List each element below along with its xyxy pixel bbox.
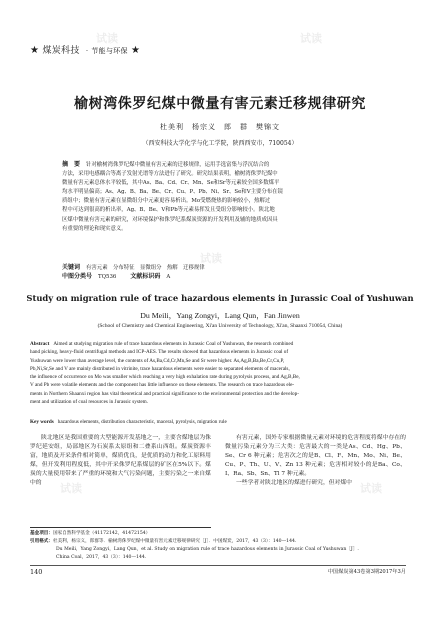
keywords-label: 关键词 — [62, 264, 81, 271]
article-title: 榆树湾侏罗纪煤中微量有害元素迁移规律研究 — [74, 96, 366, 112]
journal-name: 煤炭科技 — [42, 46, 80, 56]
abstract-line: 均水平明显偏高；As、Ag、B、Ba、Be、Cr、Cu、P、Pb、Ni、Sr、Se和V主要分布在镜 — [62, 189, 283, 196]
body-line: 度将煤中存在的微量污染元素分为三大类：危害最 — [225, 435, 406, 451]
english-abstract-line: hand picking, heavy-fluid centrifugal methods and ICP-AES. The results showed that hazardous elements in Jurassic coal of — [30, 349, 289, 356]
english-abstract-line: ments in Northern Shaanxi region has vital theoretical and practical significance to the environmental protection and the develop- — [30, 390, 299, 397]
body-line: 煤层的矿区在5%以下。煤炭的大量使用带来了严重 — [30, 462, 211, 478]
body-line: 陕北地区是我国重要的大型能源开发基地之一， — [41, 435, 165, 441]
english-abstract — [30, 340, 406, 406]
abstract-line: 有重要的理论和现实意义。 — [62, 225, 127, 232]
abstract-line: 质组中；微量有害元素在显微组分中元素更容易析出。Mo受燃烧热的影响较小，热解过 — [62, 198, 271, 205]
abstract — [62, 160, 390, 234]
section-header — [30, 43, 140, 56]
footnote-citation-en — [30, 546, 406, 553]
footnote-label: 基金项目： — [30, 531, 53, 536]
affiliation: （西安科技大学化学与化工学院，陕西西安市，710054） — [142, 140, 298, 147]
clc-label: 中图分类号 — [62, 273, 93, 280]
body-line: Ba、Co、I、Ra、Sb、Sn、Tl 7 种元素。 — [225, 462, 406, 478]
english-keywords-label: Key words — [30, 419, 54, 425]
abstract-line: 针对榆树湾侏罗纪煤中微量有害元素的迁移规律，运用手选富集与浮沉结合的 — [86, 162, 270, 168]
english-affiliation: (School of Chemistry and Chemical Engineering, Xi'an University of Technology, Xi'an, Shaanxi 710054, China) — [97, 323, 343, 329]
watermark: 试读 — [300, 32, 322, 45]
authors: 杜美利 杨宗义 郎 群 樊锦文 — [160, 123, 280, 131]
english-authors: Du Meili，Yang Zongyi，Lang Qun，Fan Jinwen — [140, 311, 300, 320]
page-number: 140 — [30, 568, 43, 576]
english-abstract-line: Aimed at studying migration rule of trace hazardous elements in Jurassic Coal of Yushuwan, the research combined — [53, 341, 294, 347]
body-column-left — [30, 434, 211, 489]
watermark: 试读 — [96, 32, 118, 45]
footnote-citation-en-2 — [30, 554, 406, 561]
body-line: 有害元素，国外专家根据微量元素对环境的危害程 — [236, 435, 365, 441]
body-line: 大的一类是As、Cd、Hg、Pb、Se、Cr 6 种元素； — [225, 444, 406, 460]
footer-divider — [30, 565, 406, 566]
body-line: P、Th、U、V、Zn 13 种元素；危害相对较小的是 — [239, 462, 378, 469]
star-icon: ★ — [30, 45, 40, 56]
english-abstract-line: Yushuwan were lower than average level, the contents of As,Ba,Cd,Cr,Mn,Se and Sr were higher. As,Ag,B,Ba,Be,Cr,Cu,P, — [30, 357, 285, 364]
watermark: 试读 — [60, 482, 82, 495]
footnote-citation — [30, 538, 406, 545]
doc-code-label: 文献标识码 — [130, 273, 161, 280]
footnote-text: 国家自然科学基金（41172142，41472154） — [52, 531, 151, 536]
star-icon: ★ — [131, 45, 141, 56]
footnote-funding — [30, 530, 406, 537]
journal-issue: 中国煤炭第43卷第3期2017年3月 — [327, 569, 406, 575]
doc-code-value: A — [166, 274, 171, 280]
footnote-text: Du Meili，Yang Zongyi，Lang Qun，et al. Study on migration rule of trace hazardous elements in Jurassic Coal of Yushuwan［J］. — [56, 547, 359, 552]
body-line: 的环境和大气污染问题，主要污染之一来自煤中的 — [30, 471, 211, 487]
english-keywords — [30, 418, 406, 426]
english-abstract-line: the influence of occurrence on Mo was smaller which reaching a very high exhalation rate during pyrolysis process, and Ag,B,Be, — [30, 374, 300, 381]
abstract-line: 方法，采用电感耦合等离子发射光谱等方法进行了研究。研究结果表明，榆树湾侏罗纪煤中 — [62, 171, 278, 178]
english-abstract-line: V and Pb were volatile elements and the component has little influence on these elements. The research on trace hazardous ele- — [30, 382, 295, 389]
watermark: 试读 — [360, 482, 382, 495]
keywords — [62, 264, 205, 272]
clc-value: TQ536 — [98, 274, 117, 280]
footnote-text: China Coal，2017，43（3）：140—144. — [56, 555, 147, 560]
footnote-text: 杜美利，杨宗义，郎群等．榆树湾侏罗纪煤中微量有害元素迁移规律研究［J］．中国煤炭，2017，43（3）：140—144. — [52, 539, 297, 544]
section-name: 节能与环保 — [91, 47, 128, 55]
footnote-divider — [30, 527, 211, 528]
english-abstract-label: Abstract — [30, 341, 50, 347]
classification — [62, 273, 170, 281]
body-line: 危害次之的是B、Cl、F、Mn、Mo、Ni、Be、Cu、 — [225, 453, 406, 469]
english-abstract-line: Pb,Ni,Sr,Se and V are mainly distributed in vitrinite, trace hazardous elements were easier to separated elements of macerals, — [30, 365, 290, 372]
body-line: 一些学者对陕北地区的煤进行研究，但对煤中 — [236, 480, 352, 487]
english-abstract-line: ment and utilization of coal resources in Jurassic system. — [30, 399, 148, 406]
body-column-right — [225, 434, 406, 489]
abstract-line: 程中可达到很高的析出率，Ag、B、Be、V和Pb等元素易挥发且受组分影响较小。陕北地 — [62, 207, 275, 214]
english-title: Study on migration rule of trace hazardous elements in Jurassic Coal of Yushuwan — [26, 293, 414, 303]
footnote-label: 引用格式： — [30, 539, 53, 544]
body-line: 主要含煤地层为侏罗纪延安组，局部地区为石炭系 — [30, 435, 211, 451]
abstract-line: 微量有害元素总体水平较低，其中As、Ba、Cd、Cr、Mn、Se和Sr等元素较全国多数煤平 — [62, 180, 280, 187]
body-line: 太原组和二叠系山西组。煤炭资源丰富，地质及开 — [30, 444, 211, 460]
english-keywords-text: hazardous elements, distribution characteristic, maceral, pyrolysis, migration rule — [57, 419, 227, 425]
abstract-label: 摘 要 — [62, 161, 81, 168]
watermark: 试读 — [200, 252, 222, 265]
abstract-line: 区煤中微量有害元素的研究，对环境保护和侏罗纪系煤炭资源的开发利用及辅的地质成因具 — [62, 216, 278, 223]
body-line: 采条件相对简单，煤质优良，是优质的动力和化工 — [65, 453, 194, 460]
keywords-text: 有害元素 分布特征 显微组分 热解 迁移规律 — [86, 265, 205, 271]
body-line: 原料用煤，但开发利用程度低，其中开采侏罗纪系 — [30, 453, 211, 469]
header-separator: · — [85, 47, 89, 55]
